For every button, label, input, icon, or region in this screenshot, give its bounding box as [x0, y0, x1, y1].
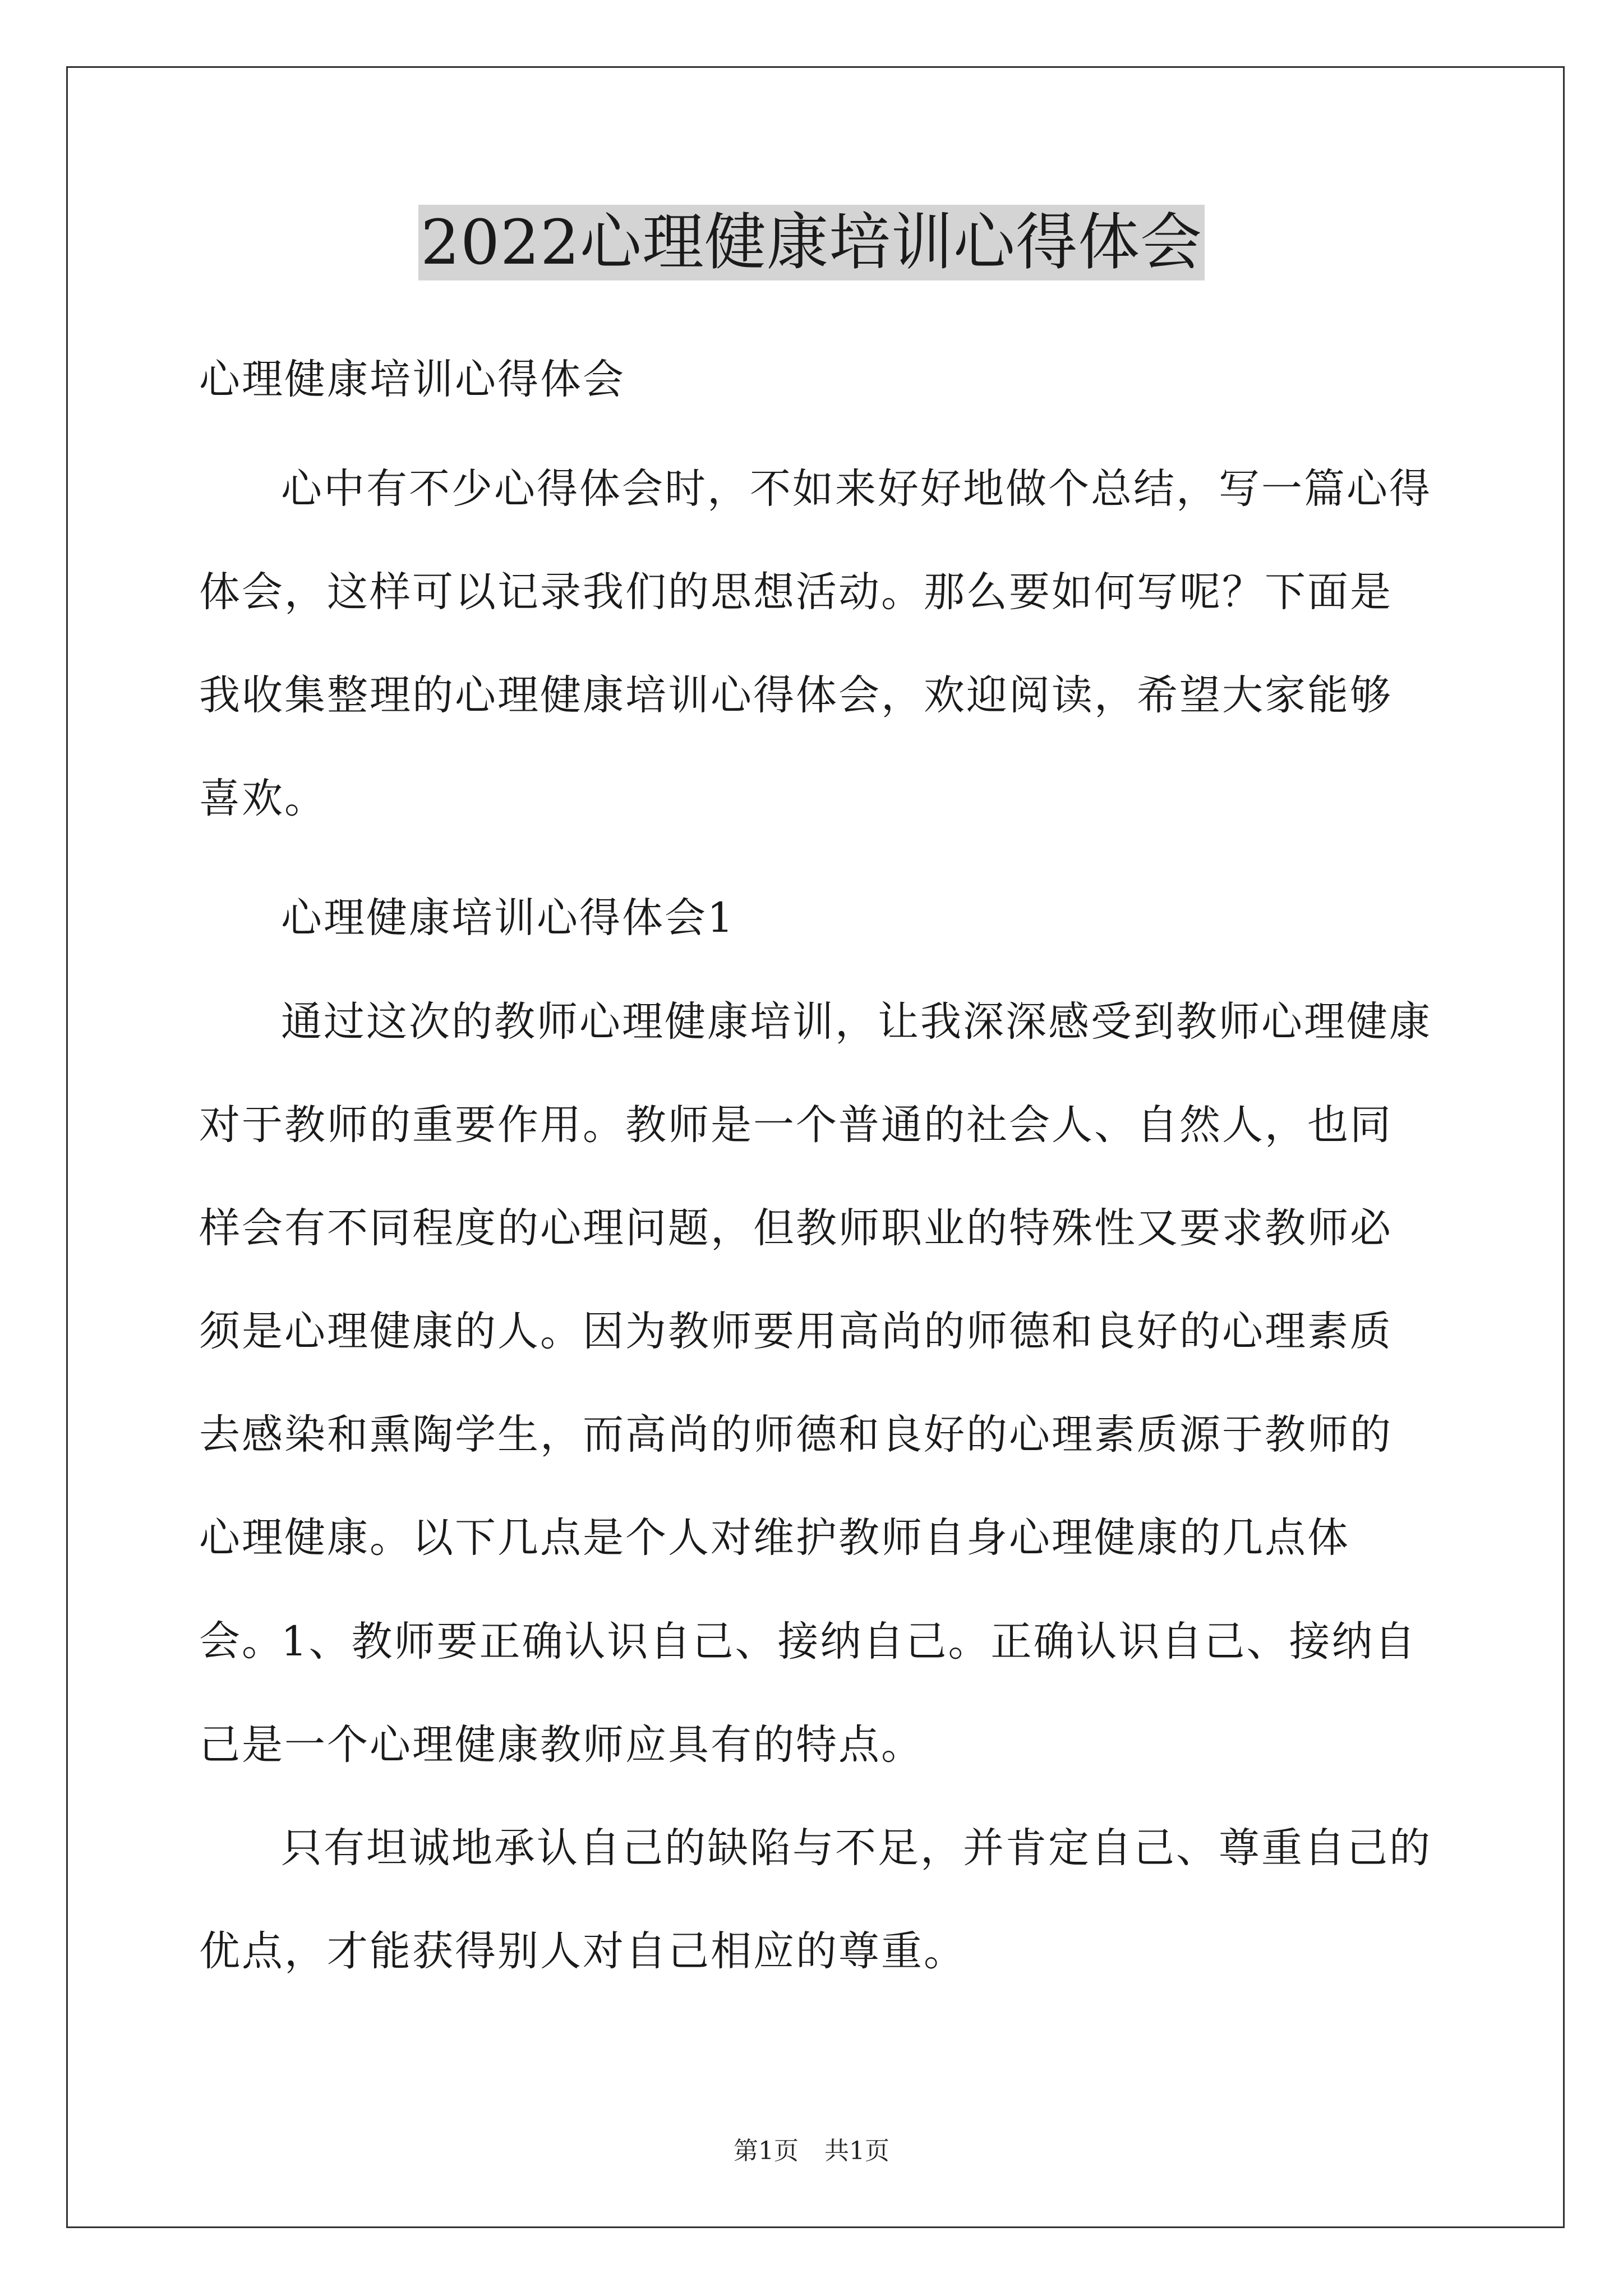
document-title: 2022心理健康培训心得体会: [418, 205, 1205, 280]
page-footer: [0, 2134, 1623, 2168]
page-number-total: 共1页: [824, 2137, 889, 2165]
intro-paragraph: 心中有不少心得体会时，不如来好好地做个总结，写一篇心得体会，这样可以记录我们的思想活动。那么要如何写呢？下面是我收集整理的心理健康培训心得体会，欢迎阅读，希望大家能够喜欢。: [199, 465, 1432, 822]
body-paragraph-1: 通过这次的教师心理健康培训，让我深深感受到教师心理健康对于教师的重要作用。教师是一个普通的社会人、自然人，也同样会有不同程度的心理问题，但教师职业的特殊性又要求教师必须是心理健康的人。因为教师要用高尚的师德和良好的心理素质去感染和熏陶学生，而高尚的师德和良好的心理素质源于教师的心理健康。以下几点是个人对维护教师自身心理健康的几点体会。: [199, 998, 1432, 1665]
title-container: [0, 205, 1623, 280]
document-subtitle: 心理健康培训心得体会: [199, 356, 625, 403]
page-number-current: 第1页: [734, 2137, 799, 2165]
section-heading: 心理健康培训心得体会1: [281, 894, 735, 942]
body-paragraph-3: 只有坦诚地承认自己的缺陷与不足，并肯定自己、尊重自己的优点，才能获得别人对自己相应的尊重。: [199, 1824, 1432, 1975]
body-paragraph-2: 1、教师要正确认识自己、接纳自己。正确认识自己、接纳自己是一个心理健康教师应具有的特点。: [199, 1618, 1417, 1769]
